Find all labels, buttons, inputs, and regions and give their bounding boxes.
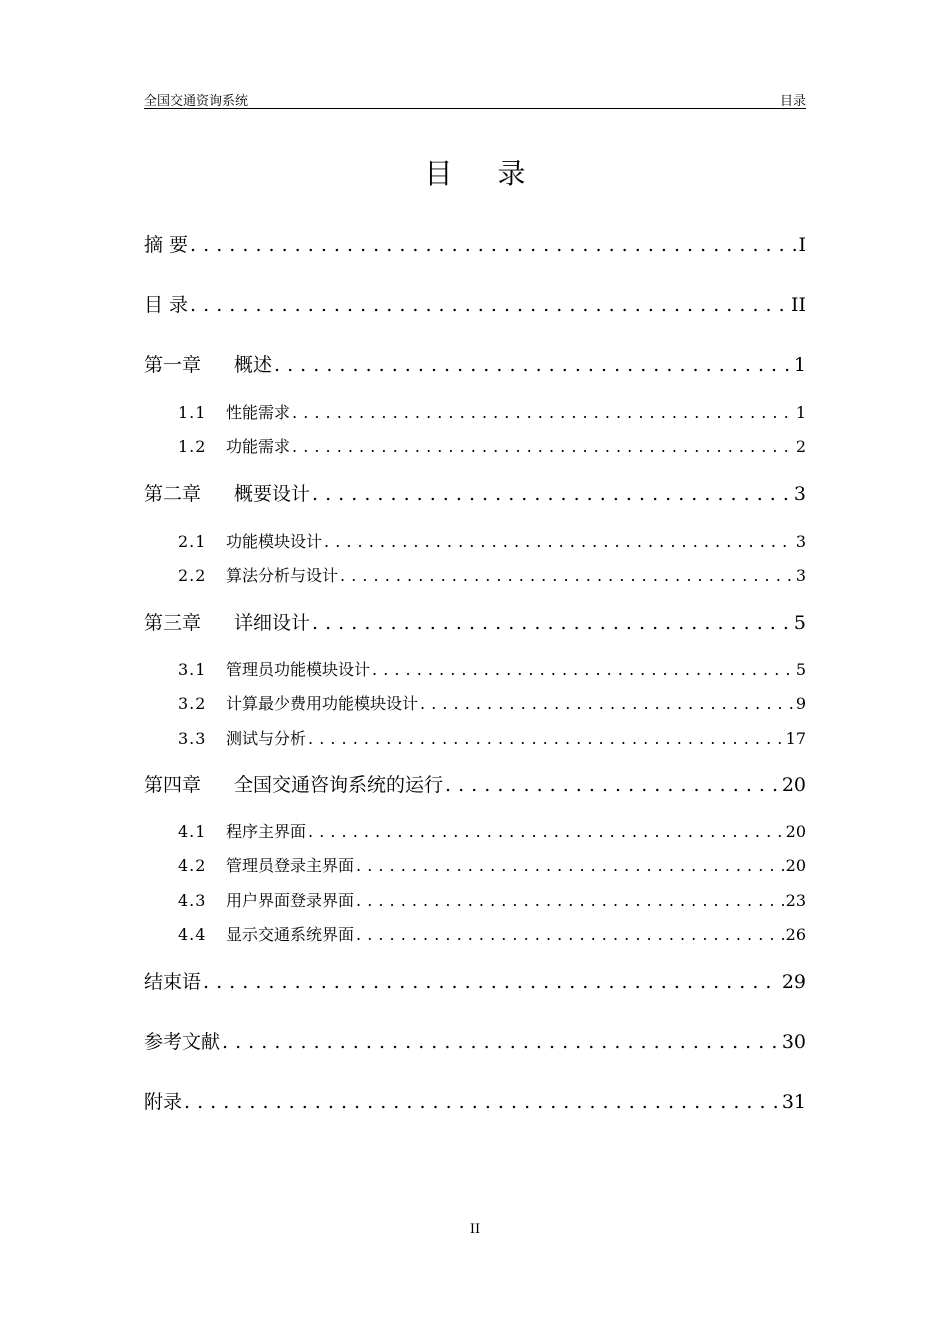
header-section-name: 目录 <box>779 94 806 109</box>
toc-entry[interactable] <box>178 726 806 749</box>
toc-entry-page: 20 <box>785 822 806 841</box>
toc-entry-number: 1.2 <box>178 437 207 456</box>
toc-dot-leader <box>340 566 794 585</box>
toc-dot-leader <box>184 1091 780 1113</box>
toc-entry[interactable] <box>144 1087 806 1114</box>
toc-entry-number: 第四章 <box>144 774 202 796</box>
toc-entry-title: 管理员登录主界面 <box>226 856 355 875</box>
toc-dot-leader <box>292 437 794 456</box>
toc-entry-title: 详细设计 <box>234 612 311 634</box>
toc-entry-page: 3 <box>795 532 806 551</box>
header-doc-title: 全国交通资询系统 <box>144 94 249 109</box>
page-header <box>144 88 806 109</box>
toc-entry-page: 20 <box>785 856 806 875</box>
toc-dot-leader <box>292 403 794 422</box>
toc-dot-leader <box>312 612 792 634</box>
page-number: II <box>469 1222 481 1237</box>
toc-entry[interactable] <box>178 922 806 945</box>
toc-entry-title: 概要设计 <box>234 483 311 505</box>
toc-dot-leader <box>356 856 784 875</box>
toc-entry-number: 3.3 <box>178 729 207 748</box>
toc-entry-title: 功能需求 <box>226 437 291 456</box>
toc-entry-title: 性能需求 <box>226 403 291 422</box>
toc-entry-number: 第二章 <box>144 483 202 505</box>
toc-dot-leader <box>312 483 792 505</box>
toc-dot-leader <box>372 660 794 679</box>
toc-dot-leader <box>190 294 789 316</box>
toc-entry-title: 功能模块设计 <box>226 532 323 551</box>
toc-entry-page: 1 <box>793 354 806 376</box>
toc-entry-page: 3 <box>793 483 806 505</box>
toc-entry[interactable] <box>178 400 806 423</box>
toc-entry-page: 31 <box>781 1091 806 1113</box>
toc-entry[interactable] <box>178 853 806 876</box>
toc-entry-number: 第三章 <box>144 612 202 634</box>
toc-entry[interactable] <box>144 350 806 377</box>
toc-entry-number: 第一章 <box>144 354 202 376</box>
toc-dot-leader <box>190 234 796 256</box>
toc-entry[interactable] <box>144 967 806 994</box>
toc-entry-page: II <box>790 294 806 316</box>
toc-entry-number: 1.1 <box>178 403 207 422</box>
toc-dot-leader <box>308 729 784 748</box>
toc-entry[interactable] <box>144 290 806 317</box>
toc-dot-leader <box>324 532 794 551</box>
toc-dot-leader <box>420 694 794 713</box>
toc-entry[interactable] <box>144 230 806 257</box>
toc-entry-number: 4.2 <box>178 856 207 875</box>
toc-dot-leader <box>203 971 780 993</box>
toc-entry-page: 23 <box>785 891 806 910</box>
toc-entry-title: 结束语 <box>144 971 202 993</box>
toc-entry-page: 20 <box>781 774 806 796</box>
toc-entry-number: 3.1 <box>178 660 207 679</box>
toc-entry-number: 4.4 <box>178 925 207 944</box>
toc-entry-page: 3 <box>795 566 806 585</box>
toc-entry-number: 2.1 <box>178 532 207 551</box>
toc-entry-page: 30 <box>781 1031 806 1053</box>
toc-entry-page: 5 <box>795 660 806 679</box>
toc-entry[interactable] <box>178 819 806 842</box>
toc-entry-title: 算法分析与设计 <box>226 566 339 585</box>
toc-entry-title: 目 录 <box>144 294 189 316</box>
toc-entry-page: 17 <box>785 729 806 748</box>
toc-entry-number: 4.1 <box>178 822 207 841</box>
toc-entry-number: 2.2 <box>178 566 207 585</box>
toc-dot-leader <box>445 774 780 796</box>
toc-dot-leader <box>356 891 784 910</box>
toc-entry-page: I <box>798 234 806 256</box>
toc-entry[interactable] <box>178 691 806 714</box>
toc-entry-page: 1 <box>795 403 806 422</box>
toc-entry[interactable] <box>178 563 806 586</box>
toc-entry[interactable] <box>144 1027 806 1054</box>
toc-entry-title: 显示交通系统界面 <box>226 925 355 944</box>
toc-entry-title: 程序主界面 <box>226 822 307 841</box>
toc-entry[interactable] <box>178 657 806 680</box>
toc-entry-title: 全国交通咨询系统的运行 <box>234 774 444 796</box>
toc-entry[interactable] <box>144 770 806 797</box>
page-title: 目 录 <box>424 157 544 190</box>
toc-entry[interactable] <box>144 608 806 635</box>
toc-entry-title: 参考文献 <box>144 1031 221 1053</box>
toc-entry-page: 5 <box>793 612 806 634</box>
toc-entry-title: 计算最少费用功能模块设计 <box>226 694 419 713</box>
toc-entry[interactable] <box>144 479 806 506</box>
toc-entry-title: 用户界面登录界面 <box>226 891 355 910</box>
toc-entry-page: 29 <box>781 971 806 993</box>
toc-entry-title: 概述 <box>234 354 273 376</box>
toc-entry-page: 2 <box>795 437 806 456</box>
toc-dot-leader <box>222 1031 780 1053</box>
toc-entry-page: 26 <box>785 925 806 944</box>
toc-entry[interactable] <box>178 888 806 911</box>
toc-entry-number: 4.3 <box>178 891 207 910</box>
toc-dot-leader <box>356 925 784 944</box>
toc-entry-title: 测试与分析 <box>226 729 307 748</box>
toc-entry-number: 3.2 <box>178 694 207 713</box>
toc-entry[interactable] <box>178 529 806 552</box>
toc-dot-leader <box>308 822 784 841</box>
toc-entry-title: 管理员功能模块设计 <box>226 660 371 679</box>
toc-entry-page: 9 <box>795 694 806 713</box>
toc-entry-title: 附录 <box>144 1091 183 1113</box>
toc-entry[interactable] <box>178 434 806 457</box>
toc-entry-title: 摘 要 <box>144 234 189 256</box>
toc-dot-leader <box>274 354 792 376</box>
